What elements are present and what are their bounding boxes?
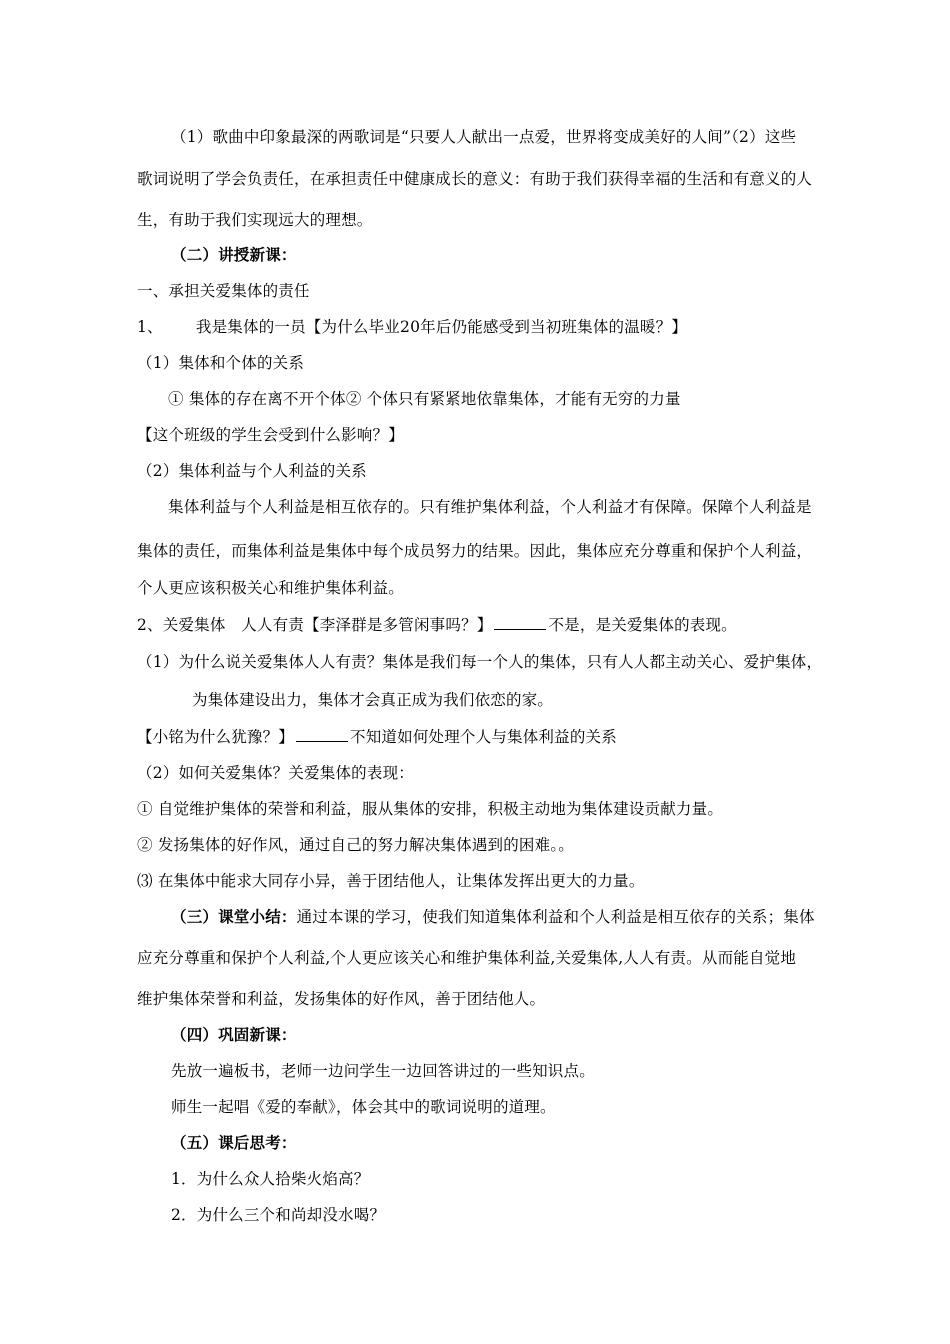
part-1-title: 一、承担关爱集体的责任 <box>137 282 310 300</box>
intro-line-1: （1）歌曲中印象最深的两歌词是“只要人人献出一点爱，世界将变成美好的人间”（2）这些 <box>171 128 797 146</box>
section-3-line-3: 维护集体荣誉和利益，发扬集体的好作风，善于团结他人。 <box>137 990 546 1008</box>
section-3-first-line <box>171 907 815 927</box>
bracket-question-2 <box>137 727 617 747</box>
homework-question-2: 2．为什么三个和尚却没水喝？ <box>171 1206 386 1224</box>
question-1-line-2: 为集体建设出力，集体才会真正成为我们依恋的家。 <box>192 691 554 709</box>
section-4-line-1: 先放一遍板书，老师一边问学生一边回答讲过的一些知识点。 <box>171 1062 595 1080</box>
section-2-heading: （二）讲授新课： <box>171 245 297 264</box>
sub-2-line-3: 个人更应该积极关心和维护集体利益。 <box>137 579 404 597</box>
bracket-question-1: 【这个班级的学生会受到什么影响？】 <box>137 426 404 444</box>
intro-line-2: 歌词说明了学会负责任，在承担责任中健康成长的意义：有助于我们获得幸福的生活和有意义的人 <box>137 170 813 188</box>
item-2 <box>137 615 737 635</box>
sub-2-title: （2）集体利益与个人利益的关系 <box>137 462 367 480</box>
item-1 <box>137 317 687 337</box>
point-3: ⑶ 在集体中能求大同存小异，善于团结他人，让集体发挥出更大的力量。 <box>137 872 645 890</box>
question-2-title: （2）如何关爱集体？关爱集体的表现： <box>137 764 414 782</box>
item-2-text: 2、关爱集体 人人有责【李泽群是多管闲事吗？】 <box>137 616 493 634</box>
sub-2-line-2: 集体的责任，而集体利益是集体中每个成员努力的结果。因此，集体应充分尊重和保护个人利益， <box>137 542 813 560</box>
sub-2-line-1: 集体利益与个人利益是相互依存的。只有维护集体利益，个人利益才有保障。保障个人利益是 <box>168 498 812 516</box>
point-2: ② 发扬集体的好作风，通过自己的努力解决集体遇到的困难。。 <box>137 836 574 854</box>
bracket-question-2-text: 【小铭为什么犹豫？】 <box>137 728 295 746</box>
point-1: ① 自觉维护集体的荣誉和利益，服从集体的安排，积极主动地为集体建设贡献力量。 <box>137 800 724 818</box>
section-4-heading: （四）巩固新课： <box>171 1025 297 1044</box>
question-1-line-1: （1）为什么说关爱集体人人有责？集体是我们每一个人的集体，只有人人都主动关心、爱护集体， <box>137 653 823 671</box>
section-5-heading: （五）课后思考： <box>171 1133 297 1152</box>
section-3-line-2: 应充分尊重和保护个人利益,个人更应该关心和维护集体利益,关爱集体,人人有责。从而能自觉地 <box>137 949 797 967</box>
section-3-heading: （三）课堂小结： <box>171 907 297 926</box>
item-1-number: 1、 <box>137 318 163 336</box>
item-1-text: 我是集体的一员【为什么毕业20年后仍能感受到当初班集体的温暖？】 <box>195 318 688 336</box>
answer-blank-2 <box>296 727 348 742</box>
sub-1-text: ① 集体的存在离不开个体② 个体只有紧紧地依靠集体，才能有无穷的力量 <box>168 390 681 408</box>
section-3-line-1: 通过本课的学习，使我们知道集体利益和个人利益是相互依存的关系；集体 <box>296 908 815 926</box>
homework-question-1: 1．为什么众人拾柴火焰高？ <box>171 1170 370 1188</box>
item-2-answer: 不是，是关爱集体的表现。 <box>548 616 737 634</box>
sub-1-title: （1）集体和个体的关系 <box>137 354 305 372</box>
bracket-question-2-answer: 不知道如何处理个人与集体利益的关系 <box>350 728 617 746</box>
intro-line-3: 生，有助于我们实现远大的理想。 <box>137 211 373 229</box>
section-4-line-2: 师生一起唱《爱的奉献》，体会其中的歌词说明的道理。 <box>171 1098 556 1116</box>
answer-blank-1 <box>494 615 546 630</box>
